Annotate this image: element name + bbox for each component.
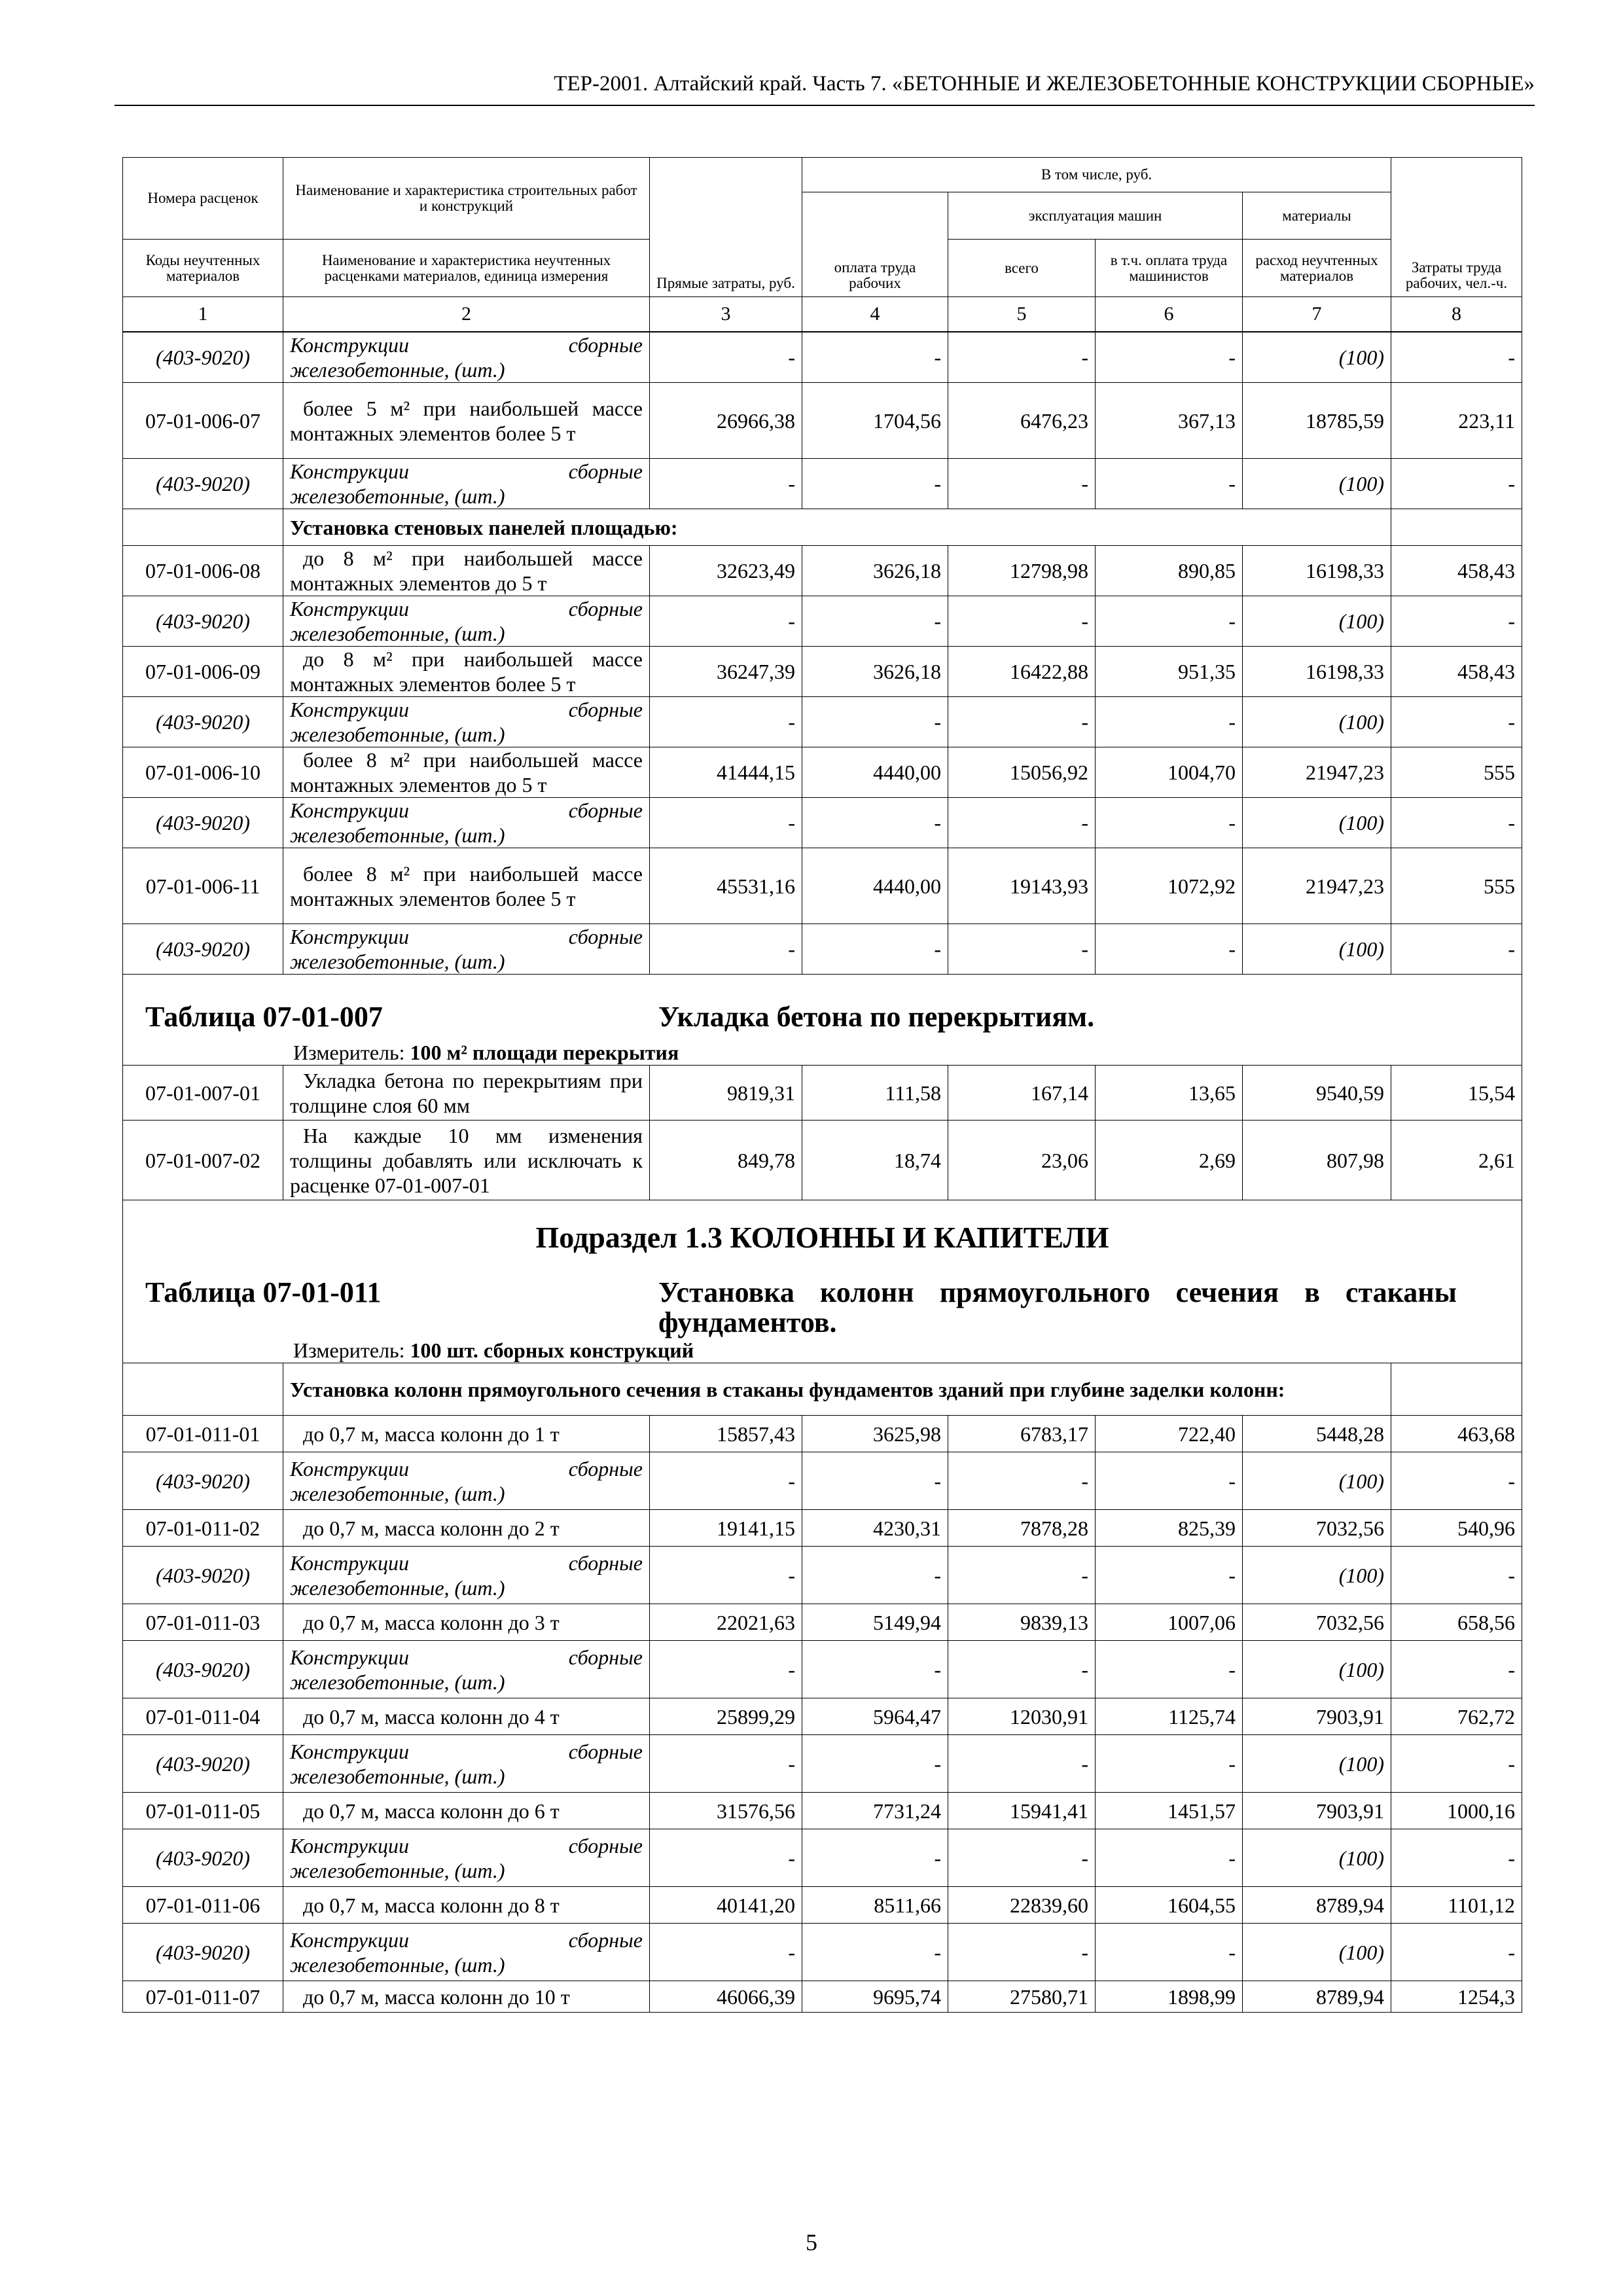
- material-row: [123, 798, 1522, 848]
- header-col1-bottom: Коды неучтенных материалов: [123, 240, 283, 297]
- material-code: (403-9020): [123, 1829, 283, 1887]
- material-code: (403-9020): [123, 1924, 283, 1981]
- measure-unit: 100 м² площади перекрытия: [410, 1041, 679, 1064]
- empty-value: -: [1391, 1452, 1522, 1510]
- material-row: [123, 596, 1522, 647]
- labor-pay: 4440,00: [802, 848, 948, 924]
- labor-hours: 458,43: [1391, 546, 1522, 596]
- rate-row: [123, 848, 1522, 924]
- labor-hours: 458,43: [1391, 647, 1522, 697]
- material-quantity: (100): [1243, 798, 1391, 848]
- material-quantity: (100): [1243, 1641, 1391, 1698]
- machinists-pay: 1604,55: [1096, 1887, 1243, 1924]
- material-quantity: (100): [1243, 1452, 1391, 1510]
- subsection-title: Подраздел 1.3 КОЛОННЫ И КАПИТЕЛИ: [535, 1221, 1109, 1254]
- material-name: Конструкции сборные железобетонные, (шт.): [283, 798, 650, 848]
- material-code: (403-9020): [123, 1452, 283, 1510]
- empty-value: -: [948, 924, 1096, 975]
- direct-cost: 36247,39: [650, 647, 802, 697]
- group-spacer: [1391, 509, 1522, 546]
- rate-code: 07-01-011-03: [123, 1604, 283, 1641]
- labor-hours: 1000,16: [1391, 1793, 1522, 1829]
- machines-total: 12030,91: [948, 1698, 1096, 1735]
- labor-hours: 555: [1391, 848, 1522, 924]
- rate-description: до 0,7 м, масса колонн до 6 т: [283, 1793, 650, 1829]
- direct-cost: 15857,43: [650, 1416, 802, 1452]
- rate-description: до 8 м² при наибольшей массе монтажных элементов до 5 т: [283, 546, 650, 596]
- col-number: 3: [650, 297, 802, 332]
- rate-description: более 5 м² при наибольшей массе монтажных элементов более 5 т: [283, 383, 650, 459]
- machines-total: 9839,13: [948, 1604, 1096, 1641]
- machines-total: 23,06: [948, 1121, 1096, 1200]
- empty-value: -: [1391, 1924, 1522, 1981]
- direct-cost: 40141,20: [650, 1887, 802, 1924]
- rate-description: до 0,7 м, масса колонн до 2 т: [283, 1510, 650, 1547]
- labor-hours: 540,96: [1391, 1510, 1522, 1547]
- header-col7: расход неучтенных материалов: [1243, 240, 1391, 297]
- rate-code: 07-01-011-01: [123, 1416, 283, 1452]
- machinists-pay: 1004,70: [1096, 747, 1243, 798]
- empty-value: -: [948, 596, 1096, 647]
- material-name: Конструкции сборные железобетонные, (шт.): [283, 1924, 650, 1981]
- material-quantity: (100): [1243, 1924, 1391, 1981]
- empty-value: -: [650, 1547, 802, 1604]
- header-rule: [115, 105, 1535, 106]
- labor-hours: 658,56: [1391, 1604, 1522, 1641]
- machinists-pay: 825,39: [1096, 1510, 1243, 1547]
- machines-total: 15941,41: [948, 1793, 1096, 1829]
- rate-description: На каждые 10 мм изменения толщины добавлять или исключать к расценке 07-01-007-01: [283, 1121, 650, 1200]
- labor-pay: 7731,24: [802, 1793, 948, 1829]
- header-col8: Затраты труда рабочих, чел.-ч.: [1391, 158, 1522, 297]
- empty-value: -: [948, 697, 1096, 747]
- rate-code: 07-01-006-10: [123, 747, 283, 798]
- labor-pay: 1704,56: [802, 383, 948, 459]
- rate-description: до 0,7 м, масса колонн до 8 т: [283, 1887, 650, 1924]
- material-name: Конструкции сборные железобетонные, (шт.): [283, 1452, 650, 1510]
- col-number: 5: [948, 297, 1096, 332]
- empty-value: -: [650, 459, 802, 509]
- machines-total: 7878,28: [948, 1510, 1096, 1547]
- labor-pay: 5149,94: [802, 1604, 948, 1641]
- rate-row: [123, 383, 1522, 459]
- empty-value: -: [1391, 924, 1522, 975]
- direct-cost: 19141,15: [650, 1510, 802, 1547]
- group-heading-row: [123, 1363, 1522, 1416]
- machines-total: 19143,93: [948, 848, 1096, 924]
- empty-value: -: [1096, 924, 1243, 975]
- empty-value: -: [802, 1735, 948, 1793]
- rate-code: 07-01-007-01: [123, 1066, 283, 1121]
- labor-pay: 4230,31: [802, 1510, 948, 1547]
- material-row: [123, 332, 1522, 383]
- labor-hours: 463,68: [1391, 1416, 1522, 1452]
- empty-value: -: [650, 332, 802, 383]
- rate-row: [123, 1510, 1522, 1547]
- machines-total: 6783,17: [948, 1416, 1096, 1452]
- measure-prefix: Измеритель:: [293, 1041, 405, 1064]
- empty-value: -: [1096, 332, 1243, 383]
- labor-hours: 555: [1391, 747, 1522, 798]
- material-quantity: (100): [1243, 697, 1391, 747]
- material-quantity: (100): [1243, 596, 1391, 647]
- col-number: 4: [802, 297, 948, 332]
- empty-value: -: [802, 1452, 948, 1510]
- col-number: 1: [123, 297, 283, 332]
- measure-line: [123, 1040, 1522, 1065]
- header-materials: материалы: [1243, 192, 1391, 240]
- machines-total: 167,14: [948, 1066, 1096, 1121]
- materials-cost: 21947,23: [1243, 848, 1391, 924]
- empty-value: -: [802, 1547, 948, 1604]
- direct-cost: 9819,31: [650, 1066, 802, 1121]
- material-row: [123, 1924, 1522, 1981]
- group-spacer: [1391, 1363, 1522, 1416]
- material-name: Конструкции сборные железобетонные, (шт.): [283, 697, 650, 747]
- material-code: (403-9020): [123, 924, 283, 975]
- materials-cost: 7032,56: [1243, 1604, 1391, 1641]
- materials-cost: 7032,56: [1243, 1510, 1391, 1547]
- empty-value: -: [948, 459, 1096, 509]
- rate-code: 07-01-011-05: [123, 1793, 283, 1829]
- labor-pay: 5964,47: [802, 1698, 948, 1735]
- group-spacer: [123, 1363, 283, 1416]
- rate-code: 07-01-006-08: [123, 546, 283, 596]
- materials-cost: 8789,94: [1243, 1981, 1391, 2013]
- material-code: (403-9020): [123, 1547, 283, 1604]
- material-quantity: (100): [1243, 924, 1391, 975]
- material-name: Конструкции сборные железобетонные, (шт.): [283, 1829, 650, 1887]
- empty-value: -: [1391, 697, 1522, 747]
- labor-hours: 762,72: [1391, 1698, 1522, 1735]
- labor-hours: 1101,12: [1391, 1887, 1522, 1924]
- empty-value: -: [1391, 332, 1522, 383]
- material-code: (403-9020): [123, 798, 283, 848]
- material-row: [123, 697, 1522, 747]
- material-name: Конструкции сборные железобетонные, (шт.): [283, 1641, 650, 1698]
- empty-value: -: [802, 1641, 948, 1698]
- rate-row: [123, 1981, 1522, 2013]
- group-spacer: [123, 509, 283, 546]
- col-number: 2: [283, 297, 650, 332]
- empty-value: -: [802, 697, 948, 747]
- rate-row: [123, 1121, 1522, 1200]
- rates-table: [122, 332, 1522, 2013]
- rate-row: [123, 647, 1522, 697]
- empty-value: -: [802, 798, 948, 848]
- empty-value: -: [1096, 1829, 1243, 1887]
- material-row: [123, 1829, 1522, 1887]
- material-row: [123, 1547, 1522, 1604]
- empty-value: -: [650, 1924, 802, 1981]
- machinists-pay: 1898,99: [1096, 1981, 1243, 2013]
- header-col6: в т.ч. оплата труда машинистов: [1096, 240, 1243, 297]
- material-row: [123, 1641, 1522, 1698]
- empty-value: -: [948, 1829, 1096, 1887]
- empty-value: -: [650, 596, 802, 647]
- table-title: Укладка бетона по перекрытиям.: [658, 1001, 1095, 1033]
- material-quantity: (100): [1243, 332, 1391, 383]
- header-col1-top: Номера расценок: [123, 158, 283, 240]
- material-name: Конструкции сборные железобетонные, (шт.): [283, 459, 650, 509]
- rate-description: более 8 м² при наибольшей массе монтажных элементов более 5 т: [283, 848, 650, 924]
- empty-value: -: [1096, 1452, 1243, 1510]
- empty-value: -: [948, 798, 1096, 848]
- empty-value: -: [1391, 1547, 1522, 1604]
- group-heading-row: [123, 509, 1522, 546]
- group-heading: Установка стеновых панелей площадью:: [283, 509, 1391, 546]
- empty-value: -: [1096, 1735, 1243, 1793]
- material-row: [123, 459, 1522, 509]
- direct-cost: 31576,56: [650, 1793, 802, 1829]
- machines-total: 27580,71: [948, 1981, 1096, 2013]
- material-row: [123, 924, 1522, 975]
- rate-description: до 0,7 м, масса колонн до 4 т: [283, 1698, 650, 1735]
- material-code: (403-9020): [123, 697, 283, 747]
- material-name: Конструкции сборные железобетонные, (шт.): [283, 332, 650, 383]
- empty-value: -: [650, 1641, 802, 1698]
- empty-value: -: [948, 332, 1096, 383]
- materials-cost: 18785,59: [1243, 383, 1391, 459]
- machinists-pay: 722,40: [1096, 1416, 1243, 1452]
- labor-pay: 3626,18: [802, 546, 948, 596]
- machines-total: 12798,98: [948, 546, 1096, 596]
- empty-value: -: [948, 1924, 1096, 1981]
- labor-hours: 1254,3: [1391, 1981, 1522, 2013]
- header-machines: эксплуатация машин: [948, 192, 1243, 240]
- table-07-01-007-heading: [123, 975, 1522, 1066]
- material-row: [123, 1452, 1522, 1510]
- table-header: [122, 157, 1522, 332]
- materials-cost: 807,98: [1243, 1121, 1391, 1200]
- machinists-pay: 2,69: [1096, 1121, 1243, 1200]
- machinists-pay: 890,85: [1096, 546, 1243, 596]
- empty-value: -: [948, 1452, 1096, 1510]
- rate-row: [123, 747, 1522, 798]
- empty-value: -: [1391, 596, 1522, 647]
- labor-hours: 15,54: [1391, 1066, 1522, 1121]
- material-code: (403-9020): [123, 332, 283, 383]
- material-quantity: (100): [1243, 1735, 1391, 1793]
- rates-page: [122, 157, 1522, 2013]
- machines-total: 15056,92: [948, 747, 1096, 798]
- direct-cost: 849,78: [650, 1121, 802, 1200]
- empty-value: -: [1391, 459, 1522, 509]
- rate-description: до 8 м² при наибольшей массе монтажных элементов более 5 т: [283, 647, 650, 697]
- material-name: Конструкции сборные железобетонные, (шт.): [283, 924, 650, 975]
- material-code: (403-9020): [123, 1735, 283, 1793]
- empty-value: -: [650, 798, 802, 848]
- empty-value: -: [1096, 1547, 1243, 1604]
- rate-code: 07-01-006-11: [123, 848, 283, 924]
- group-heading: Установка колонн прямоугольного сечения в стаканы фундаментов зданий при глубине заделки колонн:: [283, 1363, 1391, 1416]
- table-title: Установка колонн прямоугольного сечения в стаканы фундаментов.: [658, 1276, 1457, 1338]
- direct-cost: 25899,29: [650, 1698, 802, 1735]
- material-quantity: (100): [1243, 1829, 1391, 1887]
- machines-total: 16422,88: [948, 647, 1096, 697]
- empty-value: -: [1391, 1829, 1522, 1887]
- empty-value: -: [1391, 1641, 1522, 1698]
- machines-total: 22839,60: [948, 1887, 1096, 1924]
- empty-value: -: [802, 459, 948, 509]
- header-col3: Прямые затраты, руб.: [650, 158, 802, 297]
- direct-cost: 46066,39: [650, 1981, 802, 2013]
- rate-row: [123, 1066, 1522, 1121]
- machinists-pay: 367,13: [1096, 383, 1243, 459]
- rate-row: [123, 546, 1522, 596]
- labor-pay: 4440,00: [802, 747, 948, 798]
- materials-cost: 7903,91: [1243, 1793, 1391, 1829]
- table-07-01-011-heading: [123, 1200, 1522, 1363]
- page-number: 5: [806, 2229, 817, 2255]
- labor-hours: 2,61: [1391, 1121, 1522, 1200]
- table-label: Таблица 07-01-011: [145, 1276, 382, 1308]
- empty-value: -: [1391, 798, 1522, 848]
- machinists-pay: 1451,57: [1096, 1793, 1243, 1829]
- rate-code: 07-01-006-09: [123, 647, 283, 697]
- header-col2-bottom: Наименование и характеристика неучтенных расценками материалов, единица измерения: [283, 240, 650, 297]
- empty-value: -: [650, 1829, 802, 1887]
- rate-description: более 8 м² при наибольшей массе монтажных элементов до 5 т: [283, 747, 650, 798]
- materials-cost: 8789,94: [1243, 1887, 1391, 1924]
- empty-value: -: [948, 1547, 1096, 1604]
- labor-pay: 111,58: [802, 1066, 948, 1121]
- rate-description: до 0,7 м, масса колонн до 10 т: [283, 1981, 650, 2013]
- direct-cost: 26966,38: [650, 383, 802, 459]
- machinists-pay: 13,65: [1096, 1066, 1243, 1121]
- labor-pay: 9695,74: [802, 1981, 948, 2013]
- empty-value: -: [802, 596, 948, 647]
- labor-pay: 8511,66: [802, 1887, 948, 1924]
- material-code: (403-9020): [123, 459, 283, 509]
- material-row: [123, 1735, 1522, 1793]
- material-name: Конструкции сборные железобетонные, (шт.): [283, 596, 650, 647]
- material-code: (403-9020): [123, 596, 283, 647]
- empty-value: -: [802, 924, 948, 975]
- empty-value: -: [1096, 798, 1243, 848]
- measure-unit: 100 шт. сборных конструкций: [410, 1338, 694, 1362]
- empty-value: -: [650, 697, 802, 747]
- machinists-pay: 1072,92: [1096, 848, 1243, 924]
- empty-value: -: [802, 332, 948, 383]
- rate-code: 07-01-011-04: [123, 1698, 283, 1735]
- rate-description: до 0,7 м, масса колонн до 1 т: [283, 1416, 650, 1452]
- table-label: Таблица 07-01-007: [145, 1001, 383, 1033]
- rate-code: 07-01-011-07: [123, 1981, 283, 2013]
- materials-cost: 9540,59: [1243, 1066, 1391, 1121]
- rate-code: 07-01-011-02: [123, 1510, 283, 1547]
- rate-row: [123, 1698, 1522, 1735]
- empty-value: -: [1096, 1641, 1243, 1698]
- rate-description: до 0,7 м, масса колонн до 3 т: [283, 1604, 650, 1641]
- empty-value: -: [1391, 1735, 1522, 1793]
- col-number: 6: [1096, 297, 1243, 332]
- empty-value: -: [948, 1641, 1096, 1698]
- header-col2-top: Наименование и характеристика строительных работ и конструкций: [283, 158, 650, 240]
- header-incl: В том числе, руб.: [802, 158, 1391, 192]
- rate-code: 07-01-011-06: [123, 1887, 283, 1924]
- labor-pay: 3625,98: [802, 1416, 948, 1452]
- machines-total: 6476,23: [948, 383, 1096, 459]
- materials-cost: 7903,91: [1243, 1698, 1391, 1735]
- header-col4: оплата труда рабочих: [802, 192, 948, 297]
- rate-code: 07-01-007-02: [123, 1121, 283, 1200]
- materials-cost: 5448,28: [1243, 1416, 1391, 1452]
- empty-value: -: [650, 924, 802, 975]
- material-name: Конструкции сборные железобетонные, (шт.): [283, 1735, 650, 1793]
- direct-cost: 32623,49: [650, 546, 802, 596]
- machinists-pay: 1125,74: [1096, 1698, 1243, 1735]
- direct-cost: 41444,15: [650, 747, 802, 798]
- empty-value: -: [948, 1735, 1096, 1793]
- materials-cost: 16198,33: [1243, 546, 1391, 596]
- material-quantity: (100): [1243, 1547, 1391, 1604]
- running-header: ТЕР-2001. Алтайский край. Часть 7. «БЕТОННЫЕ И ЖЕЛЕЗОБЕТОННЫЕ КОНСТРУКЦИИ СБОРНЫЕ»: [554, 72, 1535, 96]
- material-name: Конструкции сборные железобетонные, (шт.): [283, 1547, 650, 1604]
- header-col5: всего: [948, 240, 1096, 297]
- materials-cost: 21947,23: [1243, 747, 1391, 798]
- material-quantity: (100): [1243, 459, 1391, 509]
- machinists-pay: 951,35: [1096, 647, 1243, 697]
- rate-row: [123, 1793, 1522, 1829]
- labor-pay: 3626,18: [802, 647, 948, 697]
- machinists-pay: 1007,06: [1096, 1604, 1243, 1641]
- empty-value: -: [1096, 697, 1243, 747]
- empty-value: -: [650, 1735, 802, 1793]
- labor-pay: 18,74: [802, 1121, 948, 1200]
- measure-line: [123, 1338, 1522, 1363]
- rate-row: [123, 1416, 1522, 1452]
- rate-row: [123, 1887, 1522, 1924]
- rate-row: [123, 1604, 1522, 1641]
- empty-value: -: [1096, 459, 1243, 509]
- empty-value: -: [650, 1452, 802, 1510]
- empty-value: -: [1096, 596, 1243, 647]
- direct-cost: 22021,63: [650, 1604, 802, 1641]
- rate-description: Укладка бетона по перекрытиям при толщине слоя 60 мм: [283, 1066, 650, 1121]
- col-number: 8: [1391, 297, 1522, 332]
- rate-code: 07-01-006-07: [123, 383, 283, 459]
- labor-hours: 223,11: [1391, 383, 1522, 459]
- col-number: 7: [1243, 297, 1391, 332]
- materials-cost: 16198,33: [1243, 647, 1391, 697]
- direct-cost: 45531,16: [650, 848, 802, 924]
- material-code: (403-9020): [123, 1641, 283, 1698]
- empty-value: -: [802, 1924, 948, 1981]
- empty-value: -: [802, 1829, 948, 1887]
- measure-prefix: Измеритель:: [293, 1338, 405, 1362]
- empty-value: -: [1096, 1924, 1243, 1981]
